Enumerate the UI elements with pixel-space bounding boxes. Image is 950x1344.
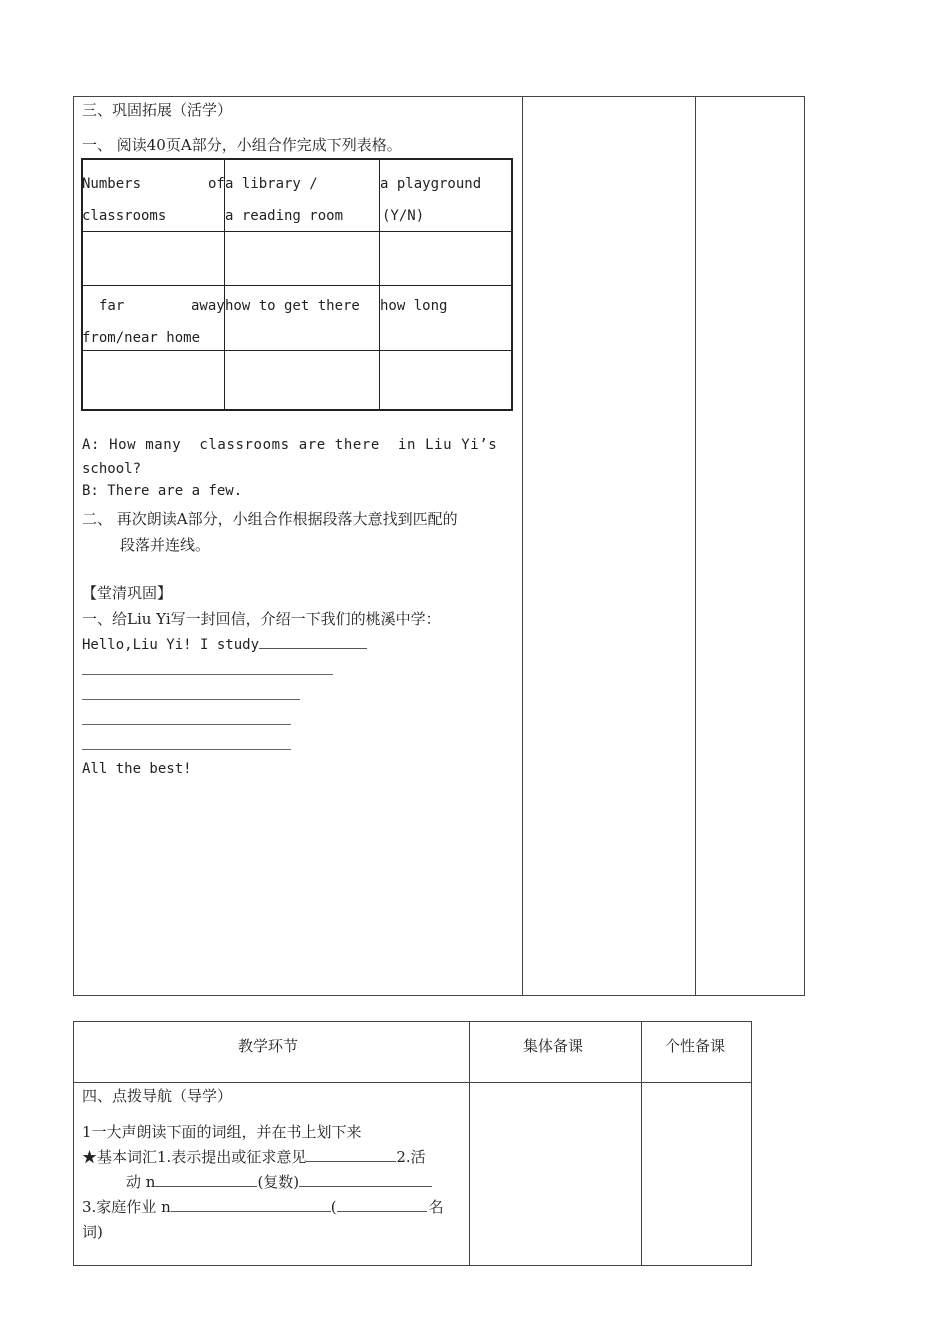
vocab-line2-tail: 2.活 <box>396 1148 426 1166</box>
letter-closing: All the best! <box>82 761 192 777</box>
dialog-a-line2: school? <box>82 461 142 477</box>
vocab-blank-3[interactable] <box>299 1172 432 1187</box>
vocab-line4-paren: ( <box>330 1198 337 1216</box>
col-header-teaching-step: 教学环节 <box>238 1037 299 1055</box>
vocab-blank-1[interactable] <box>306 1147 396 1162</box>
upper-table-divider-2 <box>695 96 696 996</box>
header-numbers: Numbers <box>82 176 142 192</box>
section3-task2-line2: 段落并连线。 <box>120 536 211 554</box>
header-how-long: how long <box>380 298 448 314</box>
letter-blank-3[interactable] <box>82 699 300 700</box>
section4-line5: 词) <box>82 1223 103 1241</box>
lower-table-header-line <box>73 1082 752 1083</box>
header-library: a library / <box>225 176 318 192</box>
section4-heading: 四、点拨导航（导学） <box>82 1087 233 1105</box>
section4-line3 <box>126 1172 432 1192</box>
vocab-line4-tail: 名 <box>428 1198 444 1216</box>
letter-hello: Hello,Liu Yi! I study <box>82 637 260 653</box>
lower-table <box>73 1021 752 1266</box>
letter-blank-1[interactable] <box>259 634 367 649</box>
letter-hello-row <box>82 634 367 655</box>
header-of: of <box>208 176 225 192</box>
upper-table-divider-1 <box>522 96 523 996</box>
vocab-blank-4[interactable] <box>171 1197 331 1212</box>
header-playground: a playground <box>380 176 482 192</box>
lower-table-divider-2 <box>641 1021 642 1266</box>
section4-line4 <box>82 1197 444 1217</box>
header-classrooms: classrooms <box>82 208 167 224</box>
worksheet-row-line-3 <box>82 350 512 351</box>
worksheet-row-line-2 <box>82 285 512 286</box>
vocab-blank-2[interactable] <box>155 1172 257 1187</box>
vocab-line4-text: 3.家庭作业 n <box>82 1198 171 1216</box>
header-far: far <box>99 298 125 314</box>
section3-task2-line1: 二、 再次朗读A部分，小组合作根据段落大意找到匹配的 <box>82 510 458 528</box>
dialog-b: B: There are a few. <box>82 483 243 499</box>
vocab-blank-5[interactable] <box>337 1197 427 1212</box>
section3-heading: 三、巩固拓展（活学） <box>82 101 233 119</box>
section4-line1: 1一大声朗读下面的词组，并在书上划下来 <box>82 1123 362 1141</box>
dialog-a-line1: A: How many classrooms are there in Liu Yi’s <box>82 437 498 453</box>
header-how-to-get-there: how to get there <box>225 298 360 314</box>
vocab-line3-tail: (复数) <box>257 1173 300 1191</box>
consolidate-task: 一、给Liu Yi写一封回信，介绍一下我们的桃溪中学： <box>82 610 441 628</box>
consolidate-heading: 【堂清巩固】 <box>82 584 173 602</box>
worksheet-row-line-1 <box>82 231 512 232</box>
letter-blank-5[interactable] <box>82 749 291 750</box>
letter-blank-2[interactable] <box>82 674 333 675</box>
header-reading-room: a reading room <box>225 208 344 224</box>
header-yn: (Y/N) <box>382 208 425 224</box>
letter-blank-4[interactable] <box>82 724 291 725</box>
lower-table-divider-1 <box>469 1021 470 1266</box>
col-header-personal-prep: 个性备课 <box>665 1037 726 1055</box>
header-from-near-home: from/near home <box>82 330 201 346</box>
col-header-group-prep: 集体备课 <box>523 1037 584 1055</box>
header-away: away <box>191 298 225 314</box>
section4-line2 <box>82 1147 426 1167</box>
section3-task1: 一、 阅读40页A部分，小组合作完成下列表格。 <box>82 136 402 154</box>
vocab-line2-text: ★基本词汇1.表示提出或征求意见 <box>82 1148 307 1166</box>
vocab-line3-text: 动 n <box>126 1173 156 1191</box>
